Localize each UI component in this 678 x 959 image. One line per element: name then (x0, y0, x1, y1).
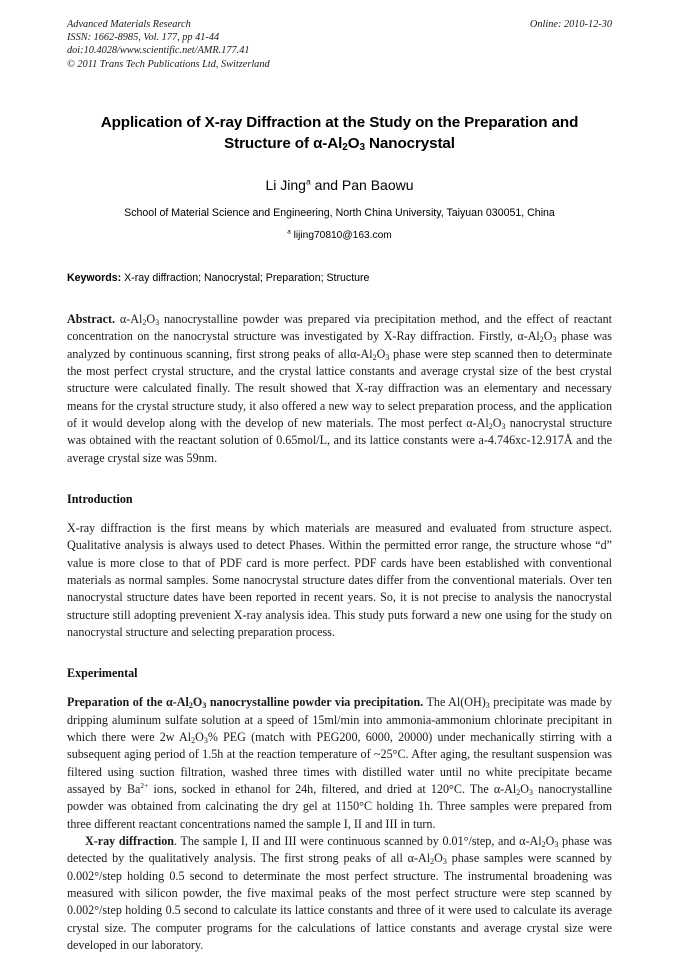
prep-head-pre: Preparation of the α-Al (67, 695, 189, 710)
email-address[interactable]: lijing70810@163.com (290, 229, 392, 241)
prep-sub-2: 2 (191, 735, 196, 745)
prep-t7: nanocrystalline powder was obtained from calcinating the dry gel at 1150°C holding 1h. Three samples were prepared from three different reactant concentrations named the sample I, II and III in turn. (67, 782, 612, 831)
section-heading-experimental: Experimental (67, 666, 138, 681)
abstract-sub-4: 3 (552, 334, 557, 344)
title-block (67, 112, 612, 154)
experimental-xrd-paragraph (67, 833, 612, 954)
abstract-sub-1: 2 (142, 317, 147, 327)
abstract-label: Abstract. (67, 311, 116, 326)
abstract-t9: nanocrystal structure was obtained with the reactant solution of 0.65mol/L, and its lattice constants were a-4.746xc-12.917Å and the average crystal size was 59nm. (67, 415, 612, 465)
prep-t5: ions, socked in ethanol for 24h, filtered, and dried at 120°C. The α-Al (148, 782, 517, 797)
abstract-t8: O (492, 415, 502, 430)
prep-head-sub-3: 3 (202, 701, 207, 711)
abstract-t7: phase were step scanned then to determinate the most perfect crystal structure, and the crystal lattice constants and average crystal size of the best crystal structure were calculated finally. The result showed that X-ray diffraction was an elementary and necessary means for the crystal structure study, it also offered a new way to select preparation process, and the application of it would develop along with the develop of new materials. The most perfect α-Al (67, 346, 612, 430)
prep-sub-1: 3 (485, 701, 490, 711)
abstract-t2: O (146, 311, 156, 326)
prep-head-mid: O (192, 695, 203, 710)
prep-t4: % PEG (match with PEG200, 6000, 20000) under mechanically stirring with a subsequent aging period of 1.5h at the reaction temperature of ~25°C. After aging, the resultant suspension was filtered using suction filtration, washed three times with distilled water until no white precipitate became assayed by Ba (67, 730, 613, 797)
introduction-paragraph: X-ray diffraction is the first means by which materials are measured and evaluated from structure aspect. Qualitative analysis is always used to detect Phases. Within the permitted error range, the structure whose “d” value is more close to that of PDF card is more perfect. PDF cards have been established with conventional materials as normal samples. Some nanocrystal structure dates differ from the conventional materials. Over ten nanocrystal structure dates have been reported in recent years. So, it is not precise to analysis the nanocrystal structure still adopting prevenient X-ray analysis idea. This study puts forward a new one using for the study on nanocrystal structure and selecting preparation process. (67, 520, 612, 639)
subsection-heading-preparation (67, 695, 423, 709)
prep-t3: O (195, 730, 204, 744)
abstract-t6: O (376, 346, 386, 361)
section-heading-introduction: Introduction (67, 491, 133, 506)
title-line-2 (67, 133, 612, 154)
title-line2-mid: O (347, 134, 360, 152)
affiliation: School of Material Science and Engineering, North China University, Taiyuan 030051, China (124, 206, 555, 219)
abstract-sub-7: 2 (488, 421, 493, 431)
abstract-t1: α-Al (115, 311, 143, 326)
prep-t2: precipitate was made by dripping aluminum sulfate solution at a speed of 15ml/min into ammonia-ammonium chlorinate precipitant in which there were 2w Al (67, 695, 613, 744)
prep-sub-3: 3 (203, 735, 208, 745)
abstract-paragraph (67, 311, 612, 467)
keywords-value: X-ray diffraction; Nanocrystal; Preparation; Structure (121, 271, 370, 284)
corresponding-email (67, 230, 612, 241)
abstract-sub-5: 2 (372, 352, 377, 362)
abstract-sub-2: 3 (155, 317, 160, 327)
page-content (67, 18, 612, 954)
xrd-sub-1: 2 (541, 839, 546, 849)
prep-t1: The Al(OH) (423, 695, 486, 710)
xrd-t2: O (545, 834, 555, 849)
keywords-line (67, 272, 612, 284)
title-line2-pre: Structure of α-Al (224, 134, 343, 152)
author-1: Li Jing (265, 176, 306, 193)
abstract-t5: phase was analyzed by continuous scanning, first strong peaks of allα-Al (67, 329, 612, 361)
experimental-preparation-paragraph (67, 694, 612, 833)
page-title (67, 112, 612, 154)
prep-sub-6: 3 (529, 787, 533, 797)
title-sub-3: 3 (359, 142, 365, 154)
abstract-sub-8: 3 (501, 421, 506, 431)
issn-line: ISSN: 1662-8985, Vol. 177, pp 41-44 (67, 32, 220, 44)
author-conjunction: and (310, 176, 342, 193)
xrd-t5: phase samples were scanned by 0.002°/step holding 0.5 second to determinate the most perfect structure. The instrumental broadening was measured with silicon powder, the five maximal peaks of the most perfect structure were step scanned by 0.002°/step holding 0.5 second to calculate its lattice constants and three of it were used to calculate its average crystal size. The computer programs for the calculations of lattice constants and average crystal size were developed in our laboratory. (67, 851, 612, 953)
author-2: Pan Baowu (341, 176, 414, 193)
journal-header-row (67, 18, 612, 31)
keywords-label: Keywords: (67, 271, 122, 284)
abstract-t3: nanocrystalline powder was prepared via precipitation method, and the effect of reactant concentration on the nanocrystal structure was investigated by X-Ray diffraction. Firstly, α-Al (67, 311, 612, 344)
abstract-sub-6: 3 (385, 352, 390, 362)
xrd-sub-2: 3 (554, 839, 559, 849)
xrd-sub-4: 3 (442, 857, 447, 867)
prep-sup-ba: 2+ (140, 781, 149, 790)
journal-name: Advanced Materials Research (67, 19, 191, 30)
author-list (67, 177, 612, 193)
xrd-t1: . The sample I, II and III were continuous scanned by 0.01°/step, and α-Al (173, 834, 542, 849)
email-marker: a (287, 228, 291, 236)
abstract-t4: O (543, 329, 553, 344)
subsection-heading-xrd: X-ray diffraction (85, 834, 174, 849)
prep-head-sub-2: 2 (188, 701, 193, 711)
journal-header (67, 18, 612, 71)
title-line2-post: Nanocrystal (364, 134, 455, 152)
prep-head-post: nanocrystalline powder via precipitation. (206, 695, 424, 710)
author-1-marker: a (305, 176, 311, 187)
prep-sub-5: 2 (516, 787, 521, 797)
abstract-sub-3: 2 (539, 334, 544, 344)
xrd-sub-3: 2 (430, 857, 435, 867)
title-sub-2: 2 (342, 142, 348, 154)
xrd-t3: phase was detected by the qualitatively analysis. The first strong peaks of all α-Al (67, 834, 612, 866)
prep-t6: O (520, 782, 529, 797)
doi-line: doi:10.4028/www.scientific.net/AMR.177.41 (67, 45, 250, 57)
online-date: Online: 2010-12-30 (529, 19, 612, 30)
xrd-t4: O (434, 851, 443, 866)
title-line-1: Application of X-ray Diffraction at the Study on the Preparation and (100, 113, 579, 131)
copyright-line: © 2011 Trans Tech Publications Ltd, Switzerland (67, 58, 270, 70)
